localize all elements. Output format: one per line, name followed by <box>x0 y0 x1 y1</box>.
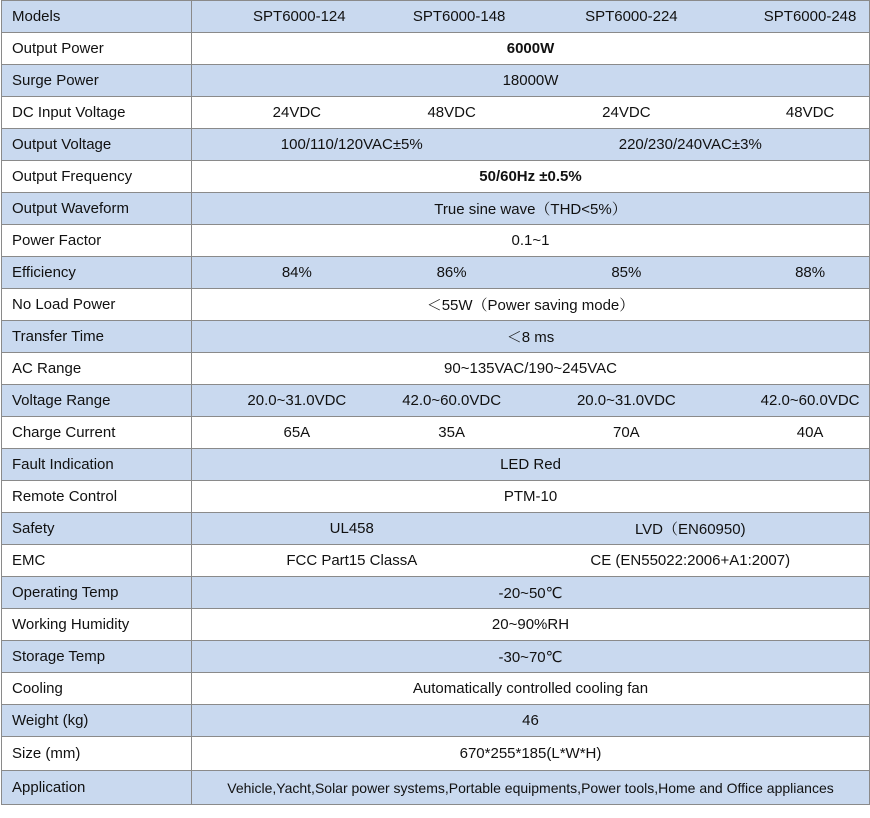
spec-label: Application <box>2 771 192 805</box>
spec-label: Fault Indication <box>2 449 192 481</box>
spec-row <box>2 609 870 641</box>
spec-value-cell <box>192 513 870 545</box>
spec-value: 48VDC <box>427 104 476 121</box>
spec-value-cell <box>192 481 870 513</box>
spec-row <box>2 257 870 289</box>
spec-value: 48VDC <box>785 104 835 121</box>
spec-label: Models <box>2 1 192 33</box>
spec-value-cell <box>192 641 870 673</box>
spec-label: Storage Temp <box>2 641 192 673</box>
spec-value-cell <box>192 705 870 737</box>
spec-row <box>2 737 870 771</box>
spec-value: 84% <box>281 264 312 281</box>
spec-row <box>2 161 870 193</box>
spec-value: 0.1~1 <box>511 232 550 249</box>
spec-row <box>2 289 870 321</box>
spec-table <box>1 0 870 805</box>
spec-row <box>2 481 870 513</box>
spec-value: 46 <box>522 712 539 729</box>
spec-row <box>2 129 870 161</box>
spec-value: 20~90%RH <box>491 616 570 633</box>
spec-label: Working Humidity <box>2 609 192 641</box>
spec-row <box>2 1 870 33</box>
spec-label: Efficiency <box>2 257 192 289</box>
spec-row <box>2 33 870 65</box>
spec-value: PTM-10 <box>503 488 558 505</box>
spec-row <box>2 321 870 353</box>
spec-row <box>2 65 870 97</box>
spec-value: 86% <box>436 264 467 281</box>
spec-value: Vehicle,Yacht,Solar power systems,Portable equipments,Power tools,Home and Office appliances <box>227 779 834 796</box>
spec-value: Automatically controlled cooling fan <box>412 680 649 697</box>
spec-label: Charge Current <box>2 417 192 449</box>
spec-row <box>2 545 870 577</box>
spec-value-cell <box>192 129 870 161</box>
spec-value: 85% <box>611 264 642 281</box>
spec-value-cell <box>192 673 870 705</box>
spec-value: 24VDC <box>272 104 322 121</box>
spec-value-cell <box>192 321 870 353</box>
spec-value: 670*255*185(L*W*H) <box>459 745 602 762</box>
spec-row <box>2 705 870 737</box>
spec-row <box>2 771 870 805</box>
spec-label: Cooling <box>2 673 192 705</box>
spec-value: True sine wave（THD<5%） <box>434 201 627 218</box>
spec-value: -30~70℃ <box>498 648 563 666</box>
spec-value-cell <box>192 193 870 225</box>
spec-value: 42.0~60.0VDC <box>402 392 502 409</box>
spec-value-cell <box>192 97 870 129</box>
spec-row <box>2 225 870 257</box>
spec-label: Power Factor <box>2 225 192 257</box>
spec-value: UL458 <box>329 520 374 537</box>
spec-label: Output Waveform <box>2 193 192 225</box>
spec-value: LED Red <box>500 456 561 473</box>
spec-value-cell <box>192 577 870 609</box>
spec-label: Operating Temp <box>2 577 192 609</box>
spec-value: SPT6000-248 <box>763 8 857 25</box>
spec-label: EMC <box>2 545 192 577</box>
spec-value-cell <box>192 1 870 33</box>
spec-value: SPT6000-148 <box>412 8 506 25</box>
spec-row <box>2 449 870 481</box>
spec-value: 20.0~31.0VDC <box>247 392 347 409</box>
spec-row <box>2 513 870 545</box>
spec-label: DC Input Voltage <box>2 97 192 129</box>
spec-row <box>2 353 870 385</box>
spec-label: Safety <box>2 513 192 545</box>
spec-value-cell <box>192 771 870 805</box>
spec-value: 18000W <box>502 72 559 89</box>
spec-value-cell <box>192 225 870 257</box>
spec-value: 24VDC <box>602 104 651 121</box>
spec-row <box>2 385 870 417</box>
spec-row <box>2 641 870 673</box>
spec-label: Output Power <box>2 33 192 65</box>
spec-value: LVD（EN60950) <box>634 521 746 538</box>
spec-label: Transfer Time <box>2 321 192 353</box>
spec-label: AC Range <box>2 353 192 385</box>
spec-table-body <box>2 1 870 805</box>
spec-label: Output Frequency <box>2 161 192 193</box>
spec-value: 20.0~31.0VDC <box>576 392 676 409</box>
spec-value-cell <box>192 545 870 577</box>
spec-value-cell <box>192 737 870 771</box>
spec-value: 70A <box>613 424 640 441</box>
spec-row <box>2 417 870 449</box>
spec-row <box>2 97 870 129</box>
spec-value: ＜8 ms <box>506 329 555 346</box>
spec-row <box>2 673 870 705</box>
spec-row <box>2 193 870 225</box>
spec-label: Remote Control <box>2 481 192 513</box>
spec-value-cell <box>192 161 870 193</box>
spec-label: Weight (kg) <box>2 705 192 737</box>
spec-value: 42.0~60.0VDC <box>760 392 860 409</box>
spec-row <box>2 577 870 609</box>
spec-value: -20~50℃ <box>498 584 563 602</box>
spec-value: 6000W <box>506 40 555 57</box>
spec-value: 65A <box>283 424 311 441</box>
spec-value: 90~135VAC/190~245VAC <box>444 360 617 377</box>
spec-value: SPT6000-224 <box>585 8 678 25</box>
spec-value: CE (EN55022:2006+A1:2007) <box>590 552 791 569</box>
spec-value: FCC Part15 ClassA <box>286 552 418 569</box>
spec-value: SPT6000-124 <box>253 8 346 25</box>
spec-label: Size (mm) <box>2 737 192 771</box>
spec-value-cell <box>192 289 870 321</box>
spec-value: 50/60Hz ±0.5% <box>479 168 582 185</box>
spec-value-cell <box>192 609 870 641</box>
spec-value: 220/230/240VAC±3% <box>618 136 762 153</box>
spec-value: 35A <box>438 424 465 441</box>
spec-label: No Load Power <box>2 289 192 321</box>
spec-value-cell <box>192 417 870 449</box>
spec-value-cell <box>192 353 870 385</box>
spec-value: 100/110/120VAC±5% <box>280 136 423 153</box>
spec-label: Output Voltage <box>2 129 192 161</box>
spec-value: ＜55W（Power saving mode） <box>426 297 635 314</box>
spec-value-cell <box>192 385 870 417</box>
spec-value-cell <box>192 65 870 97</box>
spec-value: 40A <box>796 424 824 441</box>
spec-value-cell <box>192 449 870 481</box>
spec-value: 88% <box>795 264 826 281</box>
spec-value-cell <box>192 257 870 289</box>
spec-label: Voltage Range <box>2 385 192 417</box>
spec-value-cell <box>192 33 870 65</box>
spec-label: Surge Power <box>2 65 192 97</box>
